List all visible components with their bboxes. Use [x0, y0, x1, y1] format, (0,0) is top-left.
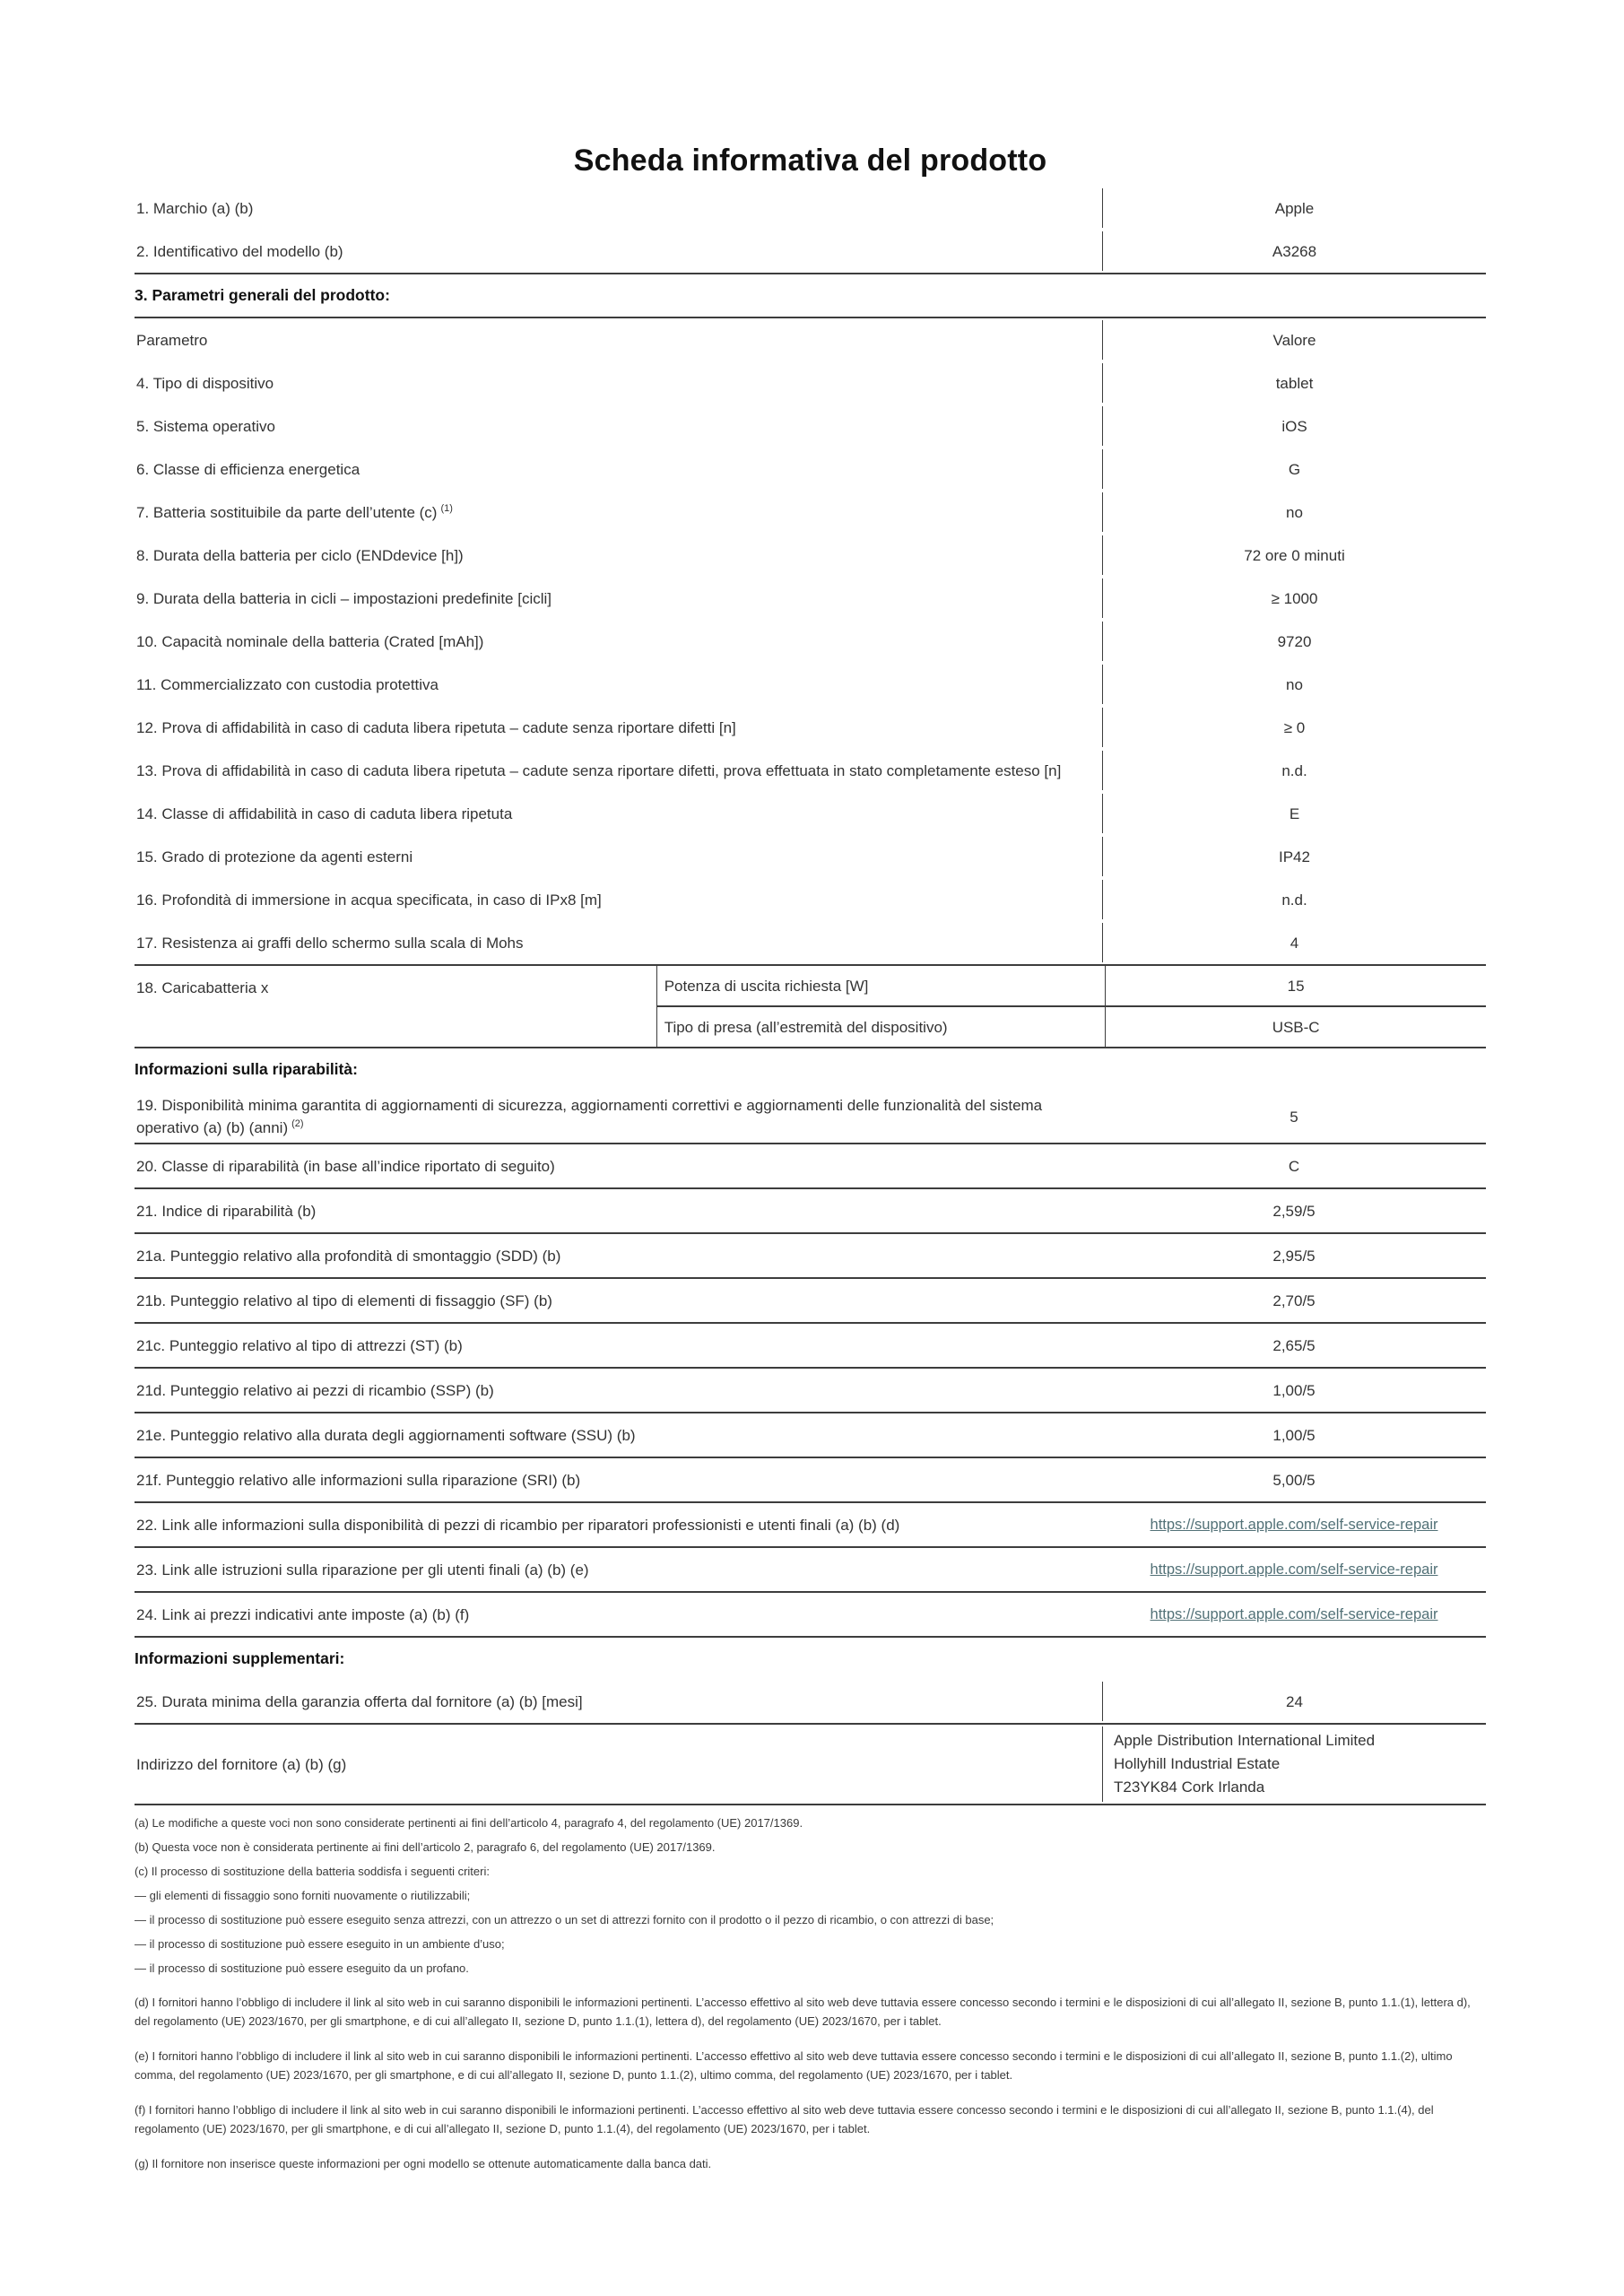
table-row-battery-cycles [135, 577, 1486, 620]
table-row-mohs [135, 921, 1486, 964]
row-label: 21d. Punteggio relativo ai pezzi di ricambio (SSP) (b) [136, 1381, 494, 1399]
table-row-header [135, 318, 1486, 361]
footnote-c: (c) Il processo di sostituzione della batteria soddisfa i seguenti criteri: [135, 1865, 490, 1878]
row-value: 2,65/5 [1272, 1336, 1316, 1354]
table-row-repair-index [135, 1189, 1486, 1232]
row-label: 8. Durata della batteria per ciclo (ENDdevice [h]) [136, 546, 464, 564]
table-row-drop-class [135, 792, 1486, 835]
row-label: 21a. Punteggio relativo alla profondità di smontaggio (SDD) (b) [136, 1247, 561, 1265]
footnote-c-criterion: — il processo di sostituzione può essere eseguito senza attrezzi, con un attrezzo o un set di attrezzi fornito con il prodotto o il pezzo di ricambio, o con attrezzi di base; [135, 1913, 994, 1926]
footnote-b: (b) Questa voce non è considerata pertinente ai fini dell’articolo 2, paragrafo 6, del regolamento (UE) 2017/1369. [135, 1840, 716, 1854]
table-row-spare-parts-link [135, 1503, 1486, 1546]
table-row-supplier-address [135, 1725, 1486, 1804]
footnote-c-criterion: — il processo di sostituzione può essere eseguito da un profano. [135, 1961, 469, 1975]
supplier-address-line: Apple Distribution International Limited [1114, 1732, 1376, 1749]
table-row-score-sf [135, 1279, 1486, 1322]
table-row-immersion-depth [135, 878, 1486, 921]
supplier-address-line: T23YK84 Cork Irlanda [1114, 1779, 1265, 1796]
supplier-address-line: Hollyhill Industrial Estate [1114, 1755, 1281, 1772]
row-value: 2,95/5 [1272, 1247, 1316, 1265]
table-row-score-st [135, 1324, 1486, 1367]
table-row-ip-rating [135, 835, 1486, 878]
self-service-repair-link[interactable]: https://support.apple.com/self-service-repair [1150, 1517, 1438, 1533]
table-row-battery-replaceable [135, 491, 1486, 534]
row-value: USB-C [1105, 1007, 1486, 1047]
row-label: 23. Link alle istruzioni sulla riparazione per gli utenti finali (a) (b) (e) [136, 1561, 589, 1578]
footnotes [135, 1805, 1486, 2173]
row-label: 21. Indice di riparabilità (b) [136, 1202, 317, 1220]
general-parameters-block [135, 318, 1486, 964]
supplementary-block [135, 1680, 1486, 1804]
row-label: 21c. Punteggio relativo al tipo di attrezzi (ST) (b) [136, 1336, 463, 1354]
table-row-battery-endurance [135, 534, 1486, 577]
table-row-drop-test-extended [135, 749, 1486, 792]
row-value: 5,00/5 [1272, 1471, 1316, 1489]
charger-subtable [656, 966, 1486, 1047]
row-label: Indirizzo del fornitore (a) (b) (g) [136, 1755, 347, 1773]
row-label: Potenza di uscita richiesta [W] [656, 966, 1106, 1005]
table-row-updates-guarantee [135, 1091, 1486, 1143]
row-value: 2,70/5 [1272, 1292, 1316, 1309]
row-value: Apple [1102, 188, 1486, 228]
table-row-protective-case [135, 663, 1486, 706]
row-value [1102, 1550, 1486, 1589]
row-value [1102, 1505, 1486, 1544]
row-value: 9720 [1102, 622, 1486, 661]
section-header-supplementary: Informazioni supplementari: [135, 1649, 345, 1667]
row-label: 19. Disponibilità minima garantita di aggiornamenti di sicurezza, aggiornamenti correttivi e aggiornamenti delle funzionalità del sistema operativo (a) (b) (anni) $^{(2)}$ [136, 1097, 1043, 1136]
row-value: 24 [1102, 1682, 1486, 1721]
table-row-battery-capacity [135, 620, 1486, 663]
row-label: 17. Resistenza ai graffi dello schermo sulla scala di Mohs [136, 934, 524, 952]
self-service-repair-link[interactable]: https://support.apple.com/self-service-repair [1150, 1606, 1438, 1622]
row-label: 7. Batteria sostituibile da parte dell’utente (c) $^{(1)}$ [136, 502, 453, 521]
table-row-score-sdd [135, 1234, 1486, 1277]
row-label: Tipo di presa (all’estremità del dispositivo) [656, 1007, 1106, 1047]
row-label: 9. Durata della batteria in cicli – impostazioni predefinite [cicli] [136, 589, 552, 607]
row-value: ≥ 0 [1102, 708, 1486, 747]
row-label: 18. Caricabatteria x [136, 979, 269, 996]
table-row-repair-instructions-link [135, 1548, 1486, 1591]
charger-plug-subrow [656, 1007, 1486, 1047]
row-label: 16. Profondità di immersione in acqua specificata, in caso di IPx8 [m] [136, 891, 602, 909]
supplier-address [1102, 1726, 1486, 1802]
row-label: 21f. Punteggio relativo alle informazioni sulla riparazione (SRI) (b) [136, 1471, 581, 1489]
superscript-note: (1) [440, 502, 453, 514]
row-value: 2,59/5 [1272, 1202, 1316, 1220]
row-label: 22. Link alle informazioni sulla disponibilità di pezzi di ricambio per riparatori professionisti e utenti finali (a) (b) (d) [136, 1516, 900, 1534]
table-row-repair-class [135, 1144, 1486, 1187]
row-value: G [1102, 449, 1486, 489]
row-label: 15. Grado di protezione da agenti esterni [136, 848, 413, 865]
row-label: 11. Commercializzato con custodia protettiva [136, 675, 439, 693]
row-value: tablet [1102, 363, 1486, 403]
table-row-model [135, 230, 1486, 273]
table-row-os [135, 404, 1486, 448]
row-value: 15 [1105, 966, 1486, 1005]
charger-power-subrow [656, 966, 1486, 1007]
row-value: n.d. [1102, 751, 1486, 790]
row-value: Valore [1102, 320, 1486, 360]
table-row-pretax-prices-link [135, 1593, 1486, 1636]
footnote-c-criterion: — gli elementi di fissaggio sono forniti nuovamente o riutilizzabili; [135, 1889, 471, 1902]
row-value: n.d. [1102, 880, 1486, 919]
row-label: 4. Tipo di dispositivo [136, 374, 274, 392]
row-label: Parametro [136, 331, 208, 349]
superscript-note: (2) [291, 1118, 304, 1130]
row-label: 5. Sistema operativo [136, 417, 275, 435]
row-label: 10. Capacità nominale della batteria (Crated [mAh]) [136, 632, 484, 650]
footnote-g: (g) Il fornitore non inserisce queste informazioni per ogni modello se ottenute automaticamente dalla banca dati. [135, 2157, 712, 2170]
section-header-general: 3. Parametri generali del prodotto: [135, 286, 390, 304]
footnote-d: (d) I fornitori hanno l’obbligo di includere il link al sito web in cui saranno disponibili le informazioni pertinenti. L’accesso effettivo al sito web deve tuttavia essere concesso secondo i termini e le disposizioni di cui all’allegato II, sezione B, punto 1.1.(1), lettera d), del regolamento (UE) 2023/1670, per gli smartphone, e di cui all’allegato II, sezione D, punto 1.1.(1), lettera d), del regolamento (UE) 2023/1670, per i tablet. [135, 1996, 1471, 2028]
table-row-energy-class [135, 448, 1486, 491]
footnote-c-criterion: — il processo di sostituzione può essere eseguito in un ambiente d’uso; [135, 1937, 505, 1951]
row-value: 72 ore 0 minuti [1102, 535, 1486, 575]
footnote-f: (f) I fornitori hanno l’obbligo di includere il link al sito web in cui saranno disponibili le informazioni pertinenti. L’accesso effettivo al sito web deve tuttavia essere concesso secondo i termini e le disposizioni di cui all’allegato II, sezione B, punto 1.1.(4), del regolamento (UE) 2023/1670, per gli smartphone, e di cui all’allegato II, sezione D, punto 1.1.(4), del regolamento (UE) 2023/1670, per i tablet. [135, 2103, 1434, 2135]
row-label: 20. Classe di riparabilità (in base all’indice riportato di seguito) [136, 1157, 555, 1175]
row-label: 21b. Punteggio relativo al tipo di elementi di fissaggio (SF) (b) [136, 1292, 552, 1309]
row-value [1102, 1595, 1486, 1634]
row-value: E [1102, 794, 1486, 833]
table-row-brand [135, 187, 1486, 230]
row-value: IP42 [1102, 837, 1486, 876]
row-label: 12. Prova di affidabilità in caso di caduta libera ripetuta – cadute senza riportare difetti [n] [136, 718, 736, 736]
table-row-drop-test [135, 706, 1486, 749]
row-value: C [1288, 1157, 1300, 1175]
footnote-a: (a) Le modifiche a queste voci non sono considerate pertinenti ai fini dell’articolo 4, paragrafo 4, del regolamento (UE) 2017/1369. [135, 1816, 803, 1830]
row-value: iOS [1102, 406, 1486, 446]
row-label: 2. Identificativo del modello (b) [136, 242, 343, 260]
row-value: 1,00/5 [1272, 1426, 1316, 1444]
footnote-gap [135, 1986, 1486, 1993]
self-service-repair-link[interactable]: https://support.apple.com/self-service-repair [1150, 1561, 1438, 1578]
row-label: 6. Classe di efficienza energetica [136, 460, 360, 478]
row-value: 1,00/5 [1272, 1381, 1316, 1399]
row-value: A3268 [1102, 231, 1486, 271]
footnote-e: (e) I fornitori hanno l’obbligo di includere il link al sito web in cui saranno disponibili le informazioni pertinenti. L’accesso effettivo al sito web deve tuttavia essere concesso secondo i termini e le disposizioni di cui all’allegato II, sezione B, punto 1.1.(2), ultimo comma, del regolamento (UE) 2023/1670, per gli smartphone, e di cui all’allegato II, sezione D, punto 1.1.(2), ultimo comma, del regolamento (UE) 2023/1670, per i tablet. [135, 2049, 1453, 2082]
charger-row [135, 966, 1486, 1047]
row-value: ≥ 1000 [1102, 578, 1486, 618]
table-row-score-sri [135, 1458, 1486, 1501]
table-row-device-type [135, 361, 1486, 404]
row-value: 4 [1102, 923, 1486, 962]
row-label: 14. Classe di affidabilità in caso di caduta libera ripetuta [136, 804, 513, 822]
row-label: 21e. Punteggio relativo alla durata degli aggiornamenti software (SSU) (b) [136, 1426, 636, 1444]
row-label: 13. Prova di affidabilità in caso di caduta libera ripetuta – cadute senza riportare difetti, prova effettuata in stato completamente esteso [n] [136, 761, 1062, 779]
row-value: 5 [1290, 1108, 1298, 1126]
table-row-warranty [135, 1680, 1486, 1723]
row-label: 24. Link ai prezzi indicativi ante imposte (a) (b) (f) [136, 1605, 470, 1623]
row-label: 1. Marchio (a) (b) [136, 199, 254, 217]
row-value: no [1102, 665, 1486, 704]
brand-model-block [135, 187, 1486, 273]
section-header-repairability: Informazioni sulla riparabilità: [135, 1060, 358, 1078]
row-value: no [1102, 492, 1486, 532]
row-label: 25. Durata minima della garanzia offerta dal fornitore (a) (b) [mesi] [136, 1692, 583, 1710]
table-row-score-ssu [135, 1413, 1486, 1457]
page-title: Scheda informativa del prodotto [573, 144, 1047, 178]
table-row-score-ssp [135, 1369, 1486, 1412]
